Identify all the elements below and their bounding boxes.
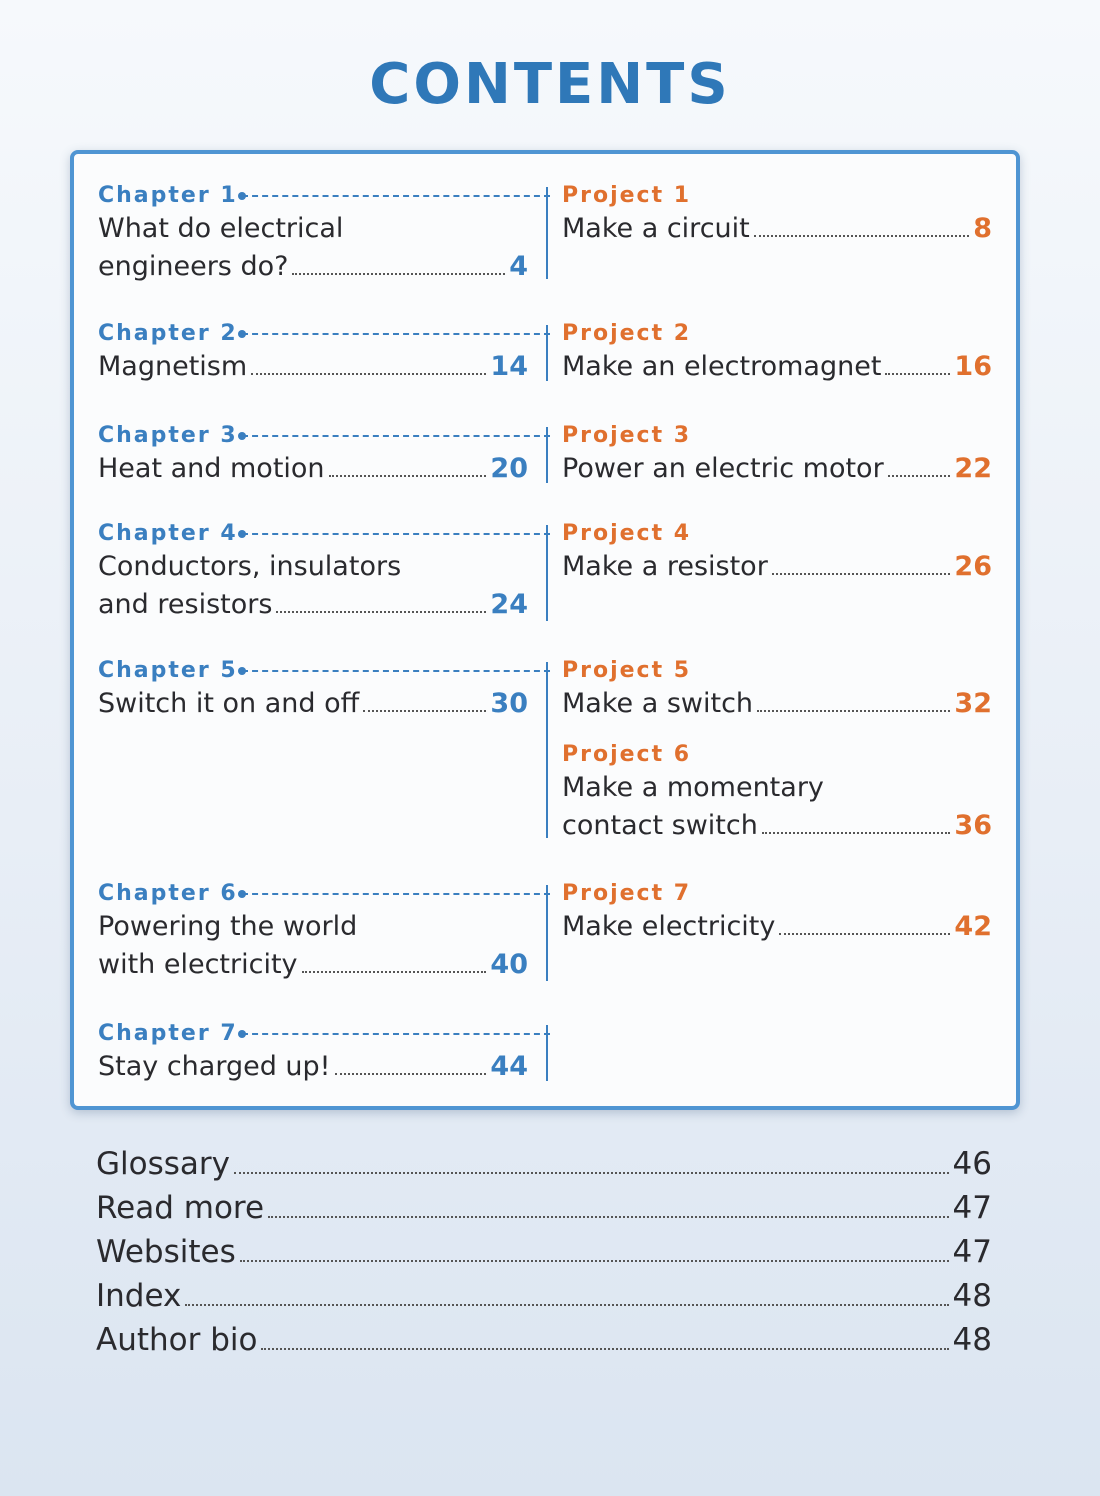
divider-line xyxy=(546,187,548,279)
project-title-line: Power an electric motor xyxy=(562,453,884,484)
chapter-page-number: 44 xyxy=(490,1051,528,1082)
dot-leader xyxy=(268,1216,948,1218)
dashed-connector xyxy=(242,670,550,672)
divider-line xyxy=(546,1025,548,1081)
chapter-title-line: engineers do? xyxy=(98,251,289,282)
project-page-number: 8 xyxy=(973,213,992,244)
chapter-label: Chapter 7 xyxy=(98,1021,238,1046)
dot-leader xyxy=(888,475,951,477)
back-matter-page-number: 46 xyxy=(952,1146,992,1182)
chapter-label: Chapter 1 xyxy=(98,183,238,208)
dot-leader xyxy=(292,273,505,275)
chapter-title-line: What do electrical xyxy=(98,213,344,244)
project-label: Project 4 xyxy=(562,521,692,546)
project-page-number: 32 xyxy=(954,688,992,719)
chapter-title-line: Heat and motion xyxy=(98,453,325,484)
project-title-line: Make a switch xyxy=(562,688,754,719)
divider-line xyxy=(546,885,548,981)
project-page-number: 42 xyxy=(954,911,992,942)
project-entry[interactable] xyxy=(562,182,992,248)
dashed-connector xyxy=(242,195,550,197)
dashed-connector xyxy=(242,435,550,437)
project-entry[interactable] xyxy=(562,880,992,946)
chapter-page-number: 20 xyxy=(490,453,528,484)
dot-leader xyxy=(885,373,950,375)
chapter-entry[interactable] xyxy=(98,1020,528,1086)
project-page-number: 22 xyxy=(954,453,992,484)
dot-leader xyxy=(754,235,969,237)
dot-leader xyxy=(261,1348,948,1350)
chapter-title-line: Magnetism xyxy=(98,351,248,382)
back-matter-list xyxy=(96,1142,992,1362)
project-page-number: 16 xyxy=(954,351,992,382)
chapter-title-line: Powering the world xyxy=(98,911,358,942)
dot-leader xyxy=(329,475,487,477)
chapter-page-number: 40 xyxy=(490,949,528,980)
project-entry[interactable] xyxy=(562,422,992,488)
project-title-line: Make a resistor xyxy=(562,551,768,582)
chapter-entry[interactable] xyxy=(98,880,528,984)
chapter-label: Chapter 6 xyxy=(98,881,238,906)
dot-leader xyxy=(335,1073,487,1075)
chapter-entry[interactable] xyxy=(98,182,528,286)
back-matter-title: Index xyxy=(96,1278,182,1314)
chapter-label: Chapter 4 xyxy=(98,521,238,546)
chapter-title-line: Stay charged up! xyxy=(98,1051,331,1082)
chapter-title-line: Conductors, insulators xyxy=(98,551,402,582)
chapter-label: Chapter 5 xyxy=(98,658,238,683)
back-matter-entry[interactable] xyxy=(96,1274,992,1318)
dot-leader xyxy=(363,710,486,712)
divider-line xyxy=(546,325,548,381)
back-matter-page-number: 47 xyxy=(952,1190,992,1226)
chapter-label: Chapter 2 xyxy=(98,321,238,346)
back-matter-title: Author bio xyxy=(96,1322,258,1358)
dot-leader xyxy=(757,710,950,712)
chapter-title-line: with electricity xyxy=(98,949,298,980)
chapter-label: Chapter 3 xyxy=(98,423,238,448)
dashed-connector xyxy=(242,1033,550,1035)
dot-leader xyxy=(779,933,950,935)
back-matter-page-number: 48 xyxy=(952,1322,992,1358)
chapter-entry[interactable] xyxy=(98,422,528,488)
project-entry[interactable] xyxy=(562,320,992,386)
project-label: Project 1 xyxy=(562,183,692,208)
chapter-title-line: and resistors xyxy=(98,589,273,620)
divider-line xyxy=(546,525,548,621)
dashed-connector xyxy=(242,893,550,895)
contents-panel xyxy=(70,150,1020,1110)
back-matter-page-number: 48 xyxy=(952,1278,992,1314)
project-entry[interactable] xyxy=(562,741,992,845)
chapter-title-line: Switch it on and off xyxy=(98,688,360,719)
chapter-entry[interactable] xyxy=(98,320,528,386)
chapter-entry[interactable] xyxy=(98,520,528,624)
project-page-number: 36 xyxy=(954,810,992,841)
project-label: Project 6 xyxy=(562,742,692,767)
project-label: Project 2 xyxy=(562,321,692,346)
chapter-entry[interactable] xyxy=(98,657,528,723)
dot-leader xyxy=(772,573,951,575)
dot-leader xyxy=(234,1172,949,1174)
dashed-connector xyxy=(242,333,550,335)
back-matter-entry[interactable] xyxy=(96,1142,992,1186)
dot-leader xyxy=(240,1260,949,1262)
chapter-page-number: 30 xyxy=(490,688,528,719)
dot-leader xyxy=(302,971,487,973)
project-title-line: Make an electromagnet xyxy=(562,351,882,382)
project-label: Project 3 xyxy=(562,423,692,448)
project-label: Project 7 xyxy=(562,881,692,906)
dot-leader xyxy=(276,611,486,613)
project-title-line: Make a circuit xyxy=(562,213,750,244)
project-title-line: Make electricity xyxy=(562,911,776,942)
project-title-line: contact switch xyxy=(562,810,758,841)
project-entry[interactable] xyxy=(562,657,992,723)
chapter-page-number: 24 xyxy=(490,589,528,620)
dot-leader xyxy=(251,373,486,375)
project-page-number: 26 xyxy=(954,551,992,582)
back-matter-title: Glossary xyxy=(96,1146,230,1182)
divider-line xyxy=(546,427,548,483)
project-title-line: Make a momentary xyxy=(562,772,824,803)
back-matter-title: Read more xyxy=(96,1190,265,1226)
back-matter-page-number: 47 xyxy=(952,1234,992,1270)
dot-leader xyxy=(185,1304,948,1306)
page-title: CONTENTS xyxy=(369,52,731,117)
back-matter-entry[interactable] xyxy=(96,1230,992,1274)
divider-line xyxy=(546,662,548,838)
dashed-connector xyxy=(242,533,550,535)
back-matter-entry[interactable] xyxy=(96,1186,992,1230)
back-matter-entry[interactable] xyxy=(96,1318,992,1362)
back-matter-title: Websites xyxy=(96,1234,236,1270)
dot-leader xyxy=(762,832,951,834)
project-entry[interactable] xyxy=(562,520,992,586)
chapter-page-number: 14 xyxy=(490,351,528,382)
chapter-page-number: 4 xyxy=(509,251,528,282)
project-label: Project 5 xyxy=(562,658,692,683)
